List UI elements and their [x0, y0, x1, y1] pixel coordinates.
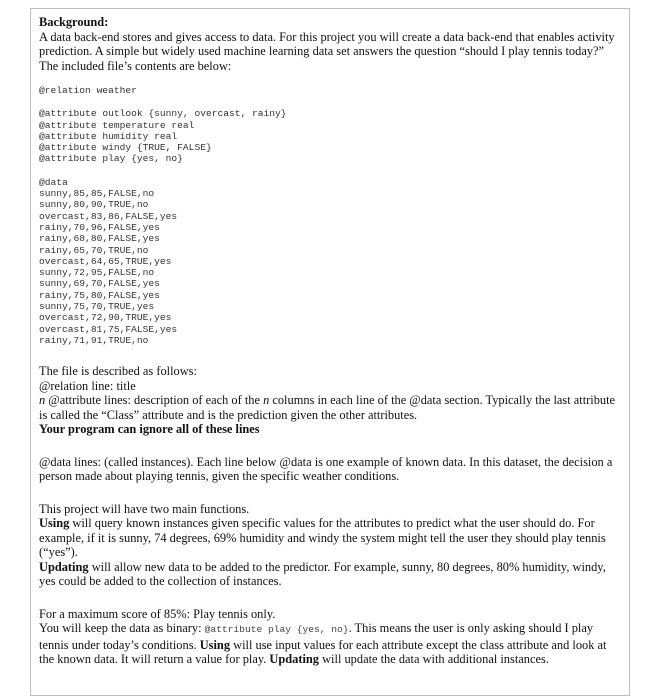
data-row-line: rainy,65,70,TRUE,no — [39, 244, 149, 256]
attribute-code-block — [39, 108, 623, 164]
data-row-line: sunny,75,70,TRUE,yes — [39, 301, 155, 313]
updating-label: Updating — [39, 559, 89, 574]
description-ignore-note: Your program can ignore all of these lines — [39, 422, 260, 437]
play-attribute-code: @attribute play {yes, no} — [204, 624, 349, 636]
maximum-using-label: Using — [199, 637, 231, 652]
data-row-line: overcast,83,86,FALSE,yes — [39, 210, 178, 222]
data-row-line: overcast,64,65,TRUE,yes — [39, 255, 172, 267]
description-n-variable: n — [39, 393, 46, 408]
attribute-line: @attribute outlook {sunny, overcast, rainy} — [39, 108, 287, 120]
maximum-text-a: You will keep the data as binary: — [39, 621, 205, 636]
relation-code — [39, 85, 623, 96]
functions-intro: This project will have two main functions. — [39, 501, 250, 516]
data-row-line: overcast,72,90,TRUE,yes — [39, 312, 172, 324]
description-paragraph — [39, 364, 623, 437]
data-row-line: rainy,70,96,FALSE,yes — [39, 221, 160, 233]
description-line-2: @relation line: title — [39, 378, 136, 393]
data-row-line: sunny,69,70,FALSE,yes — [39, 278, 160, 290]
description-line-1: The file is described as follows: — [39, 364, 197, 379]
attribute-line: @attribute play {yes, no} — [39, 153, 183, 165]
data-row-line: sunny,85,85,FALSE,no — [39, 188, 155, 200]
background-paragraph — [39, 15, 623, 73]
attribute-line: @attribute humidity real — [39, 130, 178, 142]
document-page — [30, 8, 630, 696]
data-lines-paragraph: @data lines: (called instances). Each line below @data is one example of known data. In this dataset, the decision a person made about playing tennis, given the specific weather conditions. — [39, 454, 613, 484]
using-label: Using — [39, 516, 70, 531]
functions-paragraph — [39, 502, 623, 589]
data-row-line: rainy,71,91,TRUE,no — [39, 334, 149, 346]
document-content — [39, 15, 623, 667]
data-code-block — [39, 177, 623, 346]
data-rows — [39, 188, 623, 346]
data-row-line: rainy,68,80,FALSE,yes — [39, 233, 160, 245]
maximum-score-paragraph — [39, 607, 623, 667]
data-row-line: sunny,72,95,FALSE,no — [39, 267, 155, 279]
attribute-line: @attribute temperature real — [39, 119, 195, 131]
background-intro: A data back-end stores and gives access to data. For this project you will create a data back-end that enables activity prediction. A simple but widely used machine learning data set answers the question “should I play tennis today?” The included file’s contents are below: — [39, 29, 615, 73]
description-line-3b: columns in each line of the @data section. Typically the last attribute is called the “Class” attribute and is the prediction given the other attributes. — [39, 393, 616, 422]
description-line-3a: @attribute lines: description of each of the — [45, 393, 264, 408]
data-row-line: rainy,75,80,FALSE,yes — [39, 289, 160, 301]
maximum-score-line: For a maximum score of 85%: Play tennis only. — [39, 606, 276, 621]
data-header-line: @data — [39, 176, 68, 188]
maximum-text-d: will update the data with additional instances. — [319, 652, 549, 667]
maximum-text-c: will use input values for each attribute except the class attribute and look at the known data. It will return a value for play. — [39, 637, 607, 667]
relation-line: @relation weather — [39, 85, 137, 96]
updating-description: will allow new data to be added to the predictor. For example, sunny, 80 degrees, 80% humidity, windy, yes could be added to the collection of instances. — [39, 559, 606, 589]
maximum-text-b: . This means the user is only asking should I play tennis under today’s conditions. — [39, 621, 594, 652]
description-n-variable-2: n — [263, 393, 270, 408]
using-description: will query known instances given specific values for the attributes to predict what the user should do. For example, if it is sunny, 74 degrees, 69% humidity and windy the system might tell the user they should play tennis (“yes”). — [39, 516, 606, 560]
data-row-line: sunny,80,90,TRUE,no — [39, 199, 149, 211]
data-row-line: overcast,81,75,FALSE,yes — [39, 323, 178, 335]
maximum-updating-label: Updating — [269, 652, 320, 667]
attribute-line: @attribute windy {TRUE, FALSE} — [39, 142, 212, 154]
background-heading: Background: — [39, 15, 109, 29]
